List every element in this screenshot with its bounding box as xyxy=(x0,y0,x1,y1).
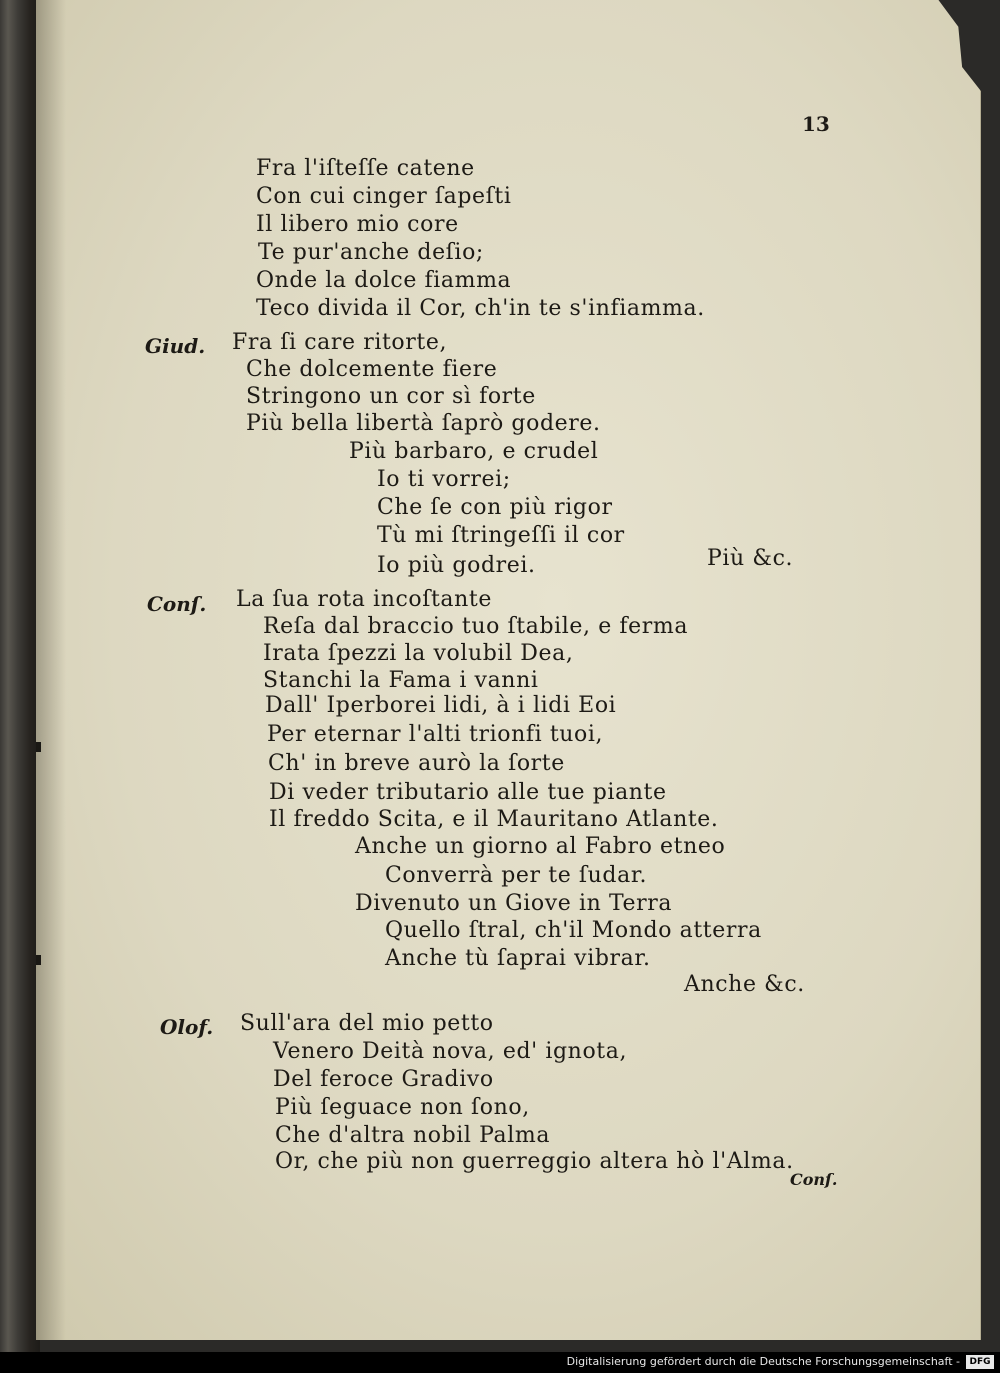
funding-notice: Digitalisierung gefördert durch die Deutsche Forschungsgemeinschaft - xyxy=(566,1355,960,1368)
verse-line: Stringono un cor sì forte xyxy=(246,384,536,409)
footer-bar xyxy=(0,1352,1000,1373)
binding-mark xyxy=(36,742,41,752)
da-capo-mark: Anche &c. xyxy=(684,972,805,997)
verse-line: Teco divida il Cor, ch'in te s'infiamma. xyxy=(256,296,705,321)
verse-line: Tù mi ſtringeſſi il cor xyxy=(377,523,625,548)
verse-line: Del feroce Gradivo xyxy=(273,1067,494,1092)
verse-line: Che d'altra nobil Palma xyxy=(275,1123,551,1148)
verse-line: Di veder tributario alle tue piante xyxy=(269,780,667,805)
verse-line: Reſa dal braccio tuo ſtabile, e ferma xyxy=(263,614,689,639)
verse-line: Divenuto un Giove in Terra xyxy=(355,891,673,916)
dfg-logo: DFG xyxy=(966,1355,994,1369)
verse-line: Anche tù ſaprai vibrar. xyxy=(385,946,651,971)
verse-line: Or, che più non guerreggio altera hò l'Alma. xyxy=(275,1149,794,1174)
verse-line: Per eternar l'alti trionfi tuoi, xyxy=(267,722,604,747)
verse-line: Stanchi la Fama i vanni xyxy=(263,668,539,693)
verse-line: Io ti vorrei; xyxy=(377,467,511,492)
verse-line: Sull'ara del mio petto xyxy=(240,1011,494,1036)
verse-line: Anche un giorno al Fabro etneo xyxy=(355,834,726,859)
verse-line: Fra ſi care ritorte, xyxy=(232,330,448,355)
verse-line: Più ſeguace non ſono, xyxy=(275,1095,530,1120)
verse-line: Con cui cinger ſapeſti xyxy=(256,184,512,209)
verse-line: Più barbaro, e crudel xyxy=(349,439,599,464)
verse-line: Dall' Iperborei lidi, à i lidi Eoi xyxy=(265,693,617,718)
verse-line: Che dolcemente fiere xyxy=(246,357,498,382)
catchword: Conſ. xyxy=(790,1170,838,1189)
book-binding xyxy=(0,0,40,1352)
verse-line: Ch' in breve aurò la ſorte xyxy=(268,751,565,776)
verse-line: La ſua rota incoſtante xyxy=(236,587,492,612)
verse-line: Venero Deità nova, ed' ignota, xyxy=(273,1039,628,1064)
speaker-label: Conſ. xyxy=(147,592,207,616)
verse-line: Io più godrei. xyxy=(377,553,536,578)
verse-line: Che ſe con più rigor xyxy=(377,495,613,520)
binding-mark xyxy=(36,955,41,965)
verse-line: Quello ſtral, ch'il Mondo atterra xyxy=(385,918,762,943)
verse-line: Fra l'iſteſſe catene xyxy=(256,156,475,181)
verse-line: Il libero mio core xyxy=(256,212,459,237)
da-capo-mark: Più &c. xyxy=(707,546,794,571)
verse-line: Irata ſpezzi la volubil Dea, xyxy=(263,641,574,666)
verse-line: Converrà per te ſudar. xyxy=(385,863,648,888)
speaker-label: Olof. xyxy=(160,1015,214,1039)
verse-line: Più bella libertà ſaprò godere. xyxy=(246,411,601,436)
verse-line: Onde la dolce fiamma xyxy=(256,268,512,293)
verse-line: Te pur'anche deſio; xyxy=(258,240,484,265)
verse-line: Il freddo Scita, e il Mauritano Atlante. xyxy=(269,807,719,832)
page-number: 13 xyxy=(802,112,830,136)
speaker-label: Giud. xyxy=(145,334,206,358)
